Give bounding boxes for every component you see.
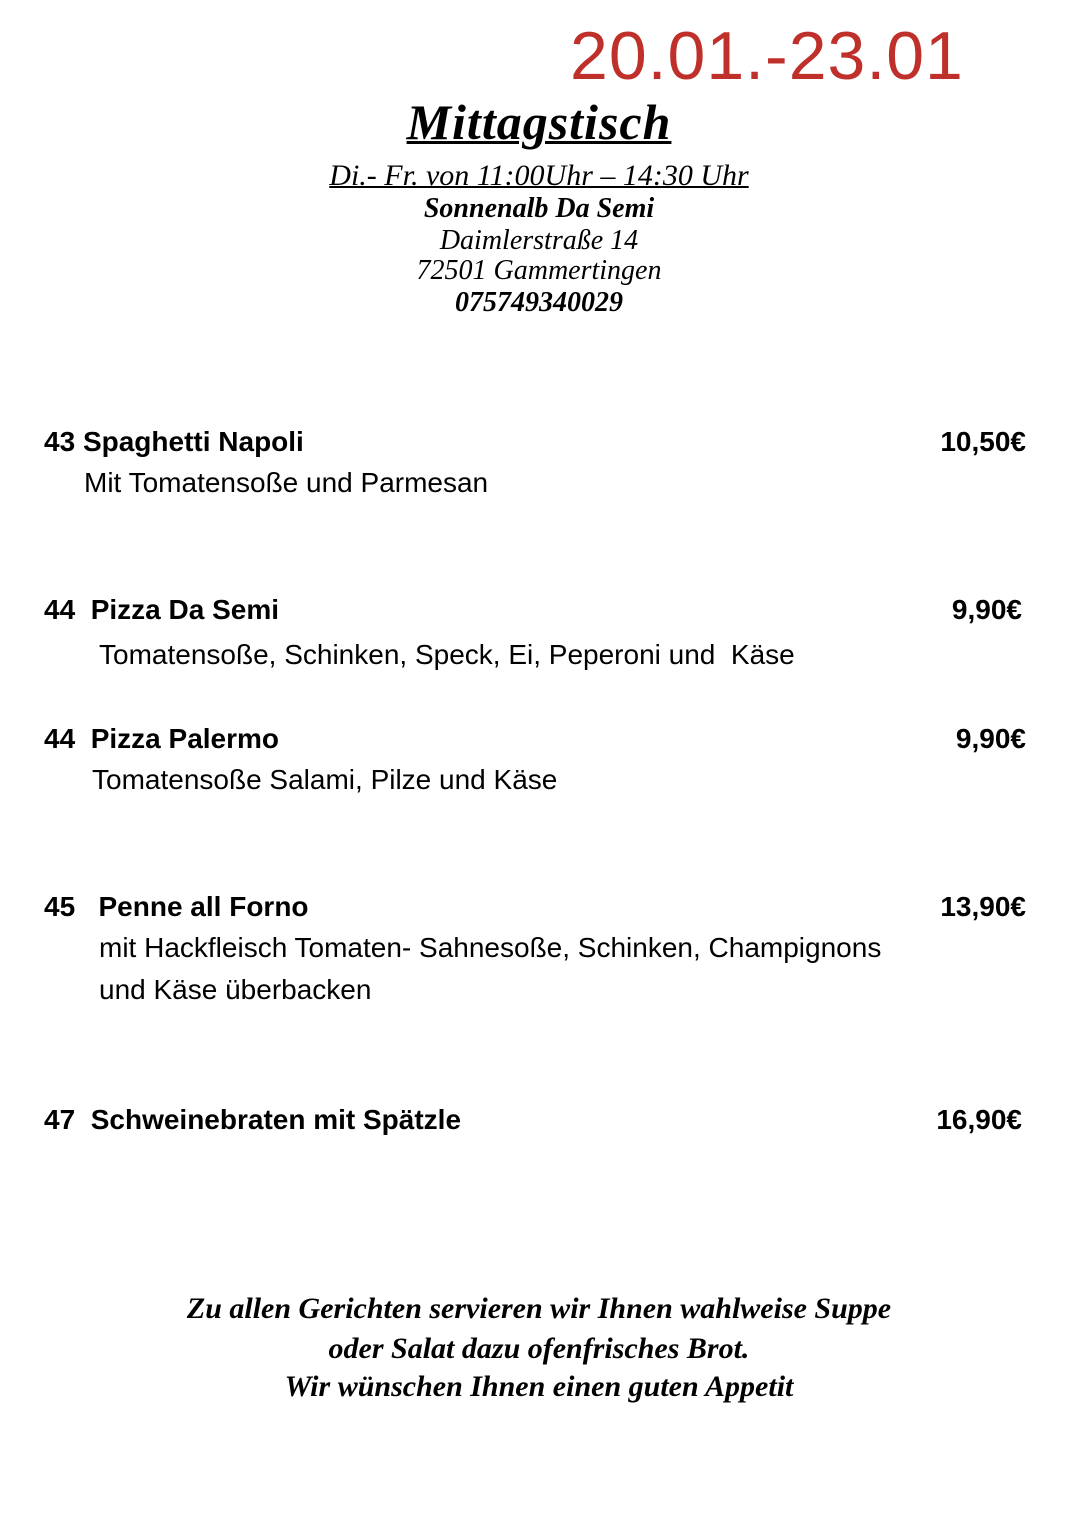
menu-item-name: Penne all Forno [98, 891, 309, 922]
menu-item [44, 590, 1026, 676]
menu-item-price: 10,50€ [940, 426, 1026, 457]
menu-item-header [44, 719, 1026, 759]
menu-item-price: 16,90€ [936, 1104, 1022, 1135]
menu-item-header [44, 422, 1026, 462]
menu-item [44, 1100, 1026, 1140]
menu-item-header [44, 887, 1026, 927]
menu-item-number: 44 [44, 594, 76, 625]
menu-item [44, 887, 1026, 1011]
page-title: Mittagstisch [406, 94, 672, 150]
menu-item-description: Tomatensoße, Schinken, Speck, Ei, Peperoni und Käse [99, 639, 795, 670]
footer-line-2: oder Salat dazu ofenfrisches Brot. [328, 1332, 750, 1365]
footer-line-3: Wir wünschen Ihnen einen guten Appetit [284, 1370, 794, 1403]
menu-item-number: 44 [44, 723, 76, 754]
menu-item-name: Spaghetti Napoli [82, 426, 304, 457]
menu-item-description: Mit Tomatensoße und Parmesan [84, 467, 489, 498]
restaurant-phone: 075749340029 [455, 287, 623, 318]
menu-item-header [44, 1100, 1026, 1140]
menu-item-price: 9,90€ [955, 723, 1026, 754]
footer-line-1: Zu allen Gerichten servieren wir Ihnen wahlweise Suppe [186, 1292, 892, 1325]
restaurant-name: Sonnenalb Da Semi [423, 193, 655, 224]
menu-item-price: 13,90€ [940, 891, 1026, 922]
restaurant-city: 72501 Gammertingen [416, 255, 662, 286]
menu-item-price: 9,90€ [951, 594, 1022, 625]
opening-hours: Di.- Fr. von 11:00Uhr – 14:30 Uhr [329, 159, 749, 192]
menu-item-description: Tomatensoße Salami, Pilze und Käse [92, 764, 558, 795]
menu-item-number: 47 [44, 1104, 76, 1135]
menu-item-name: Pizza Palermo [90, 723, 280, 754]
menu-item [44, 422, 1026, 504]
menu-item-header [44, 590, 1026, 630]
menu-item-number: 43 [44, 426, 76, 457]
menu-item-name: Schweinebraten mit Spätzle [90, 1104, 462, 1135]
date-range: 20.01.-23.01 [570, 18, 964, 94]
menu-item [44, 719, 1026, 801]
menu-item-number: 45 [44, 891, 76, 922]
menu-item-name: Pizza Da Semi [90, 594, 280, 625]
menu-item-description: mit Hackfleisch Tomaten- Sahnesoße, Schinken, Champignons und Käse überbacken [99, 932, 882, 1005]
restaurant-street: Daimlerstraße 14 [439, 225, 639, 256]
